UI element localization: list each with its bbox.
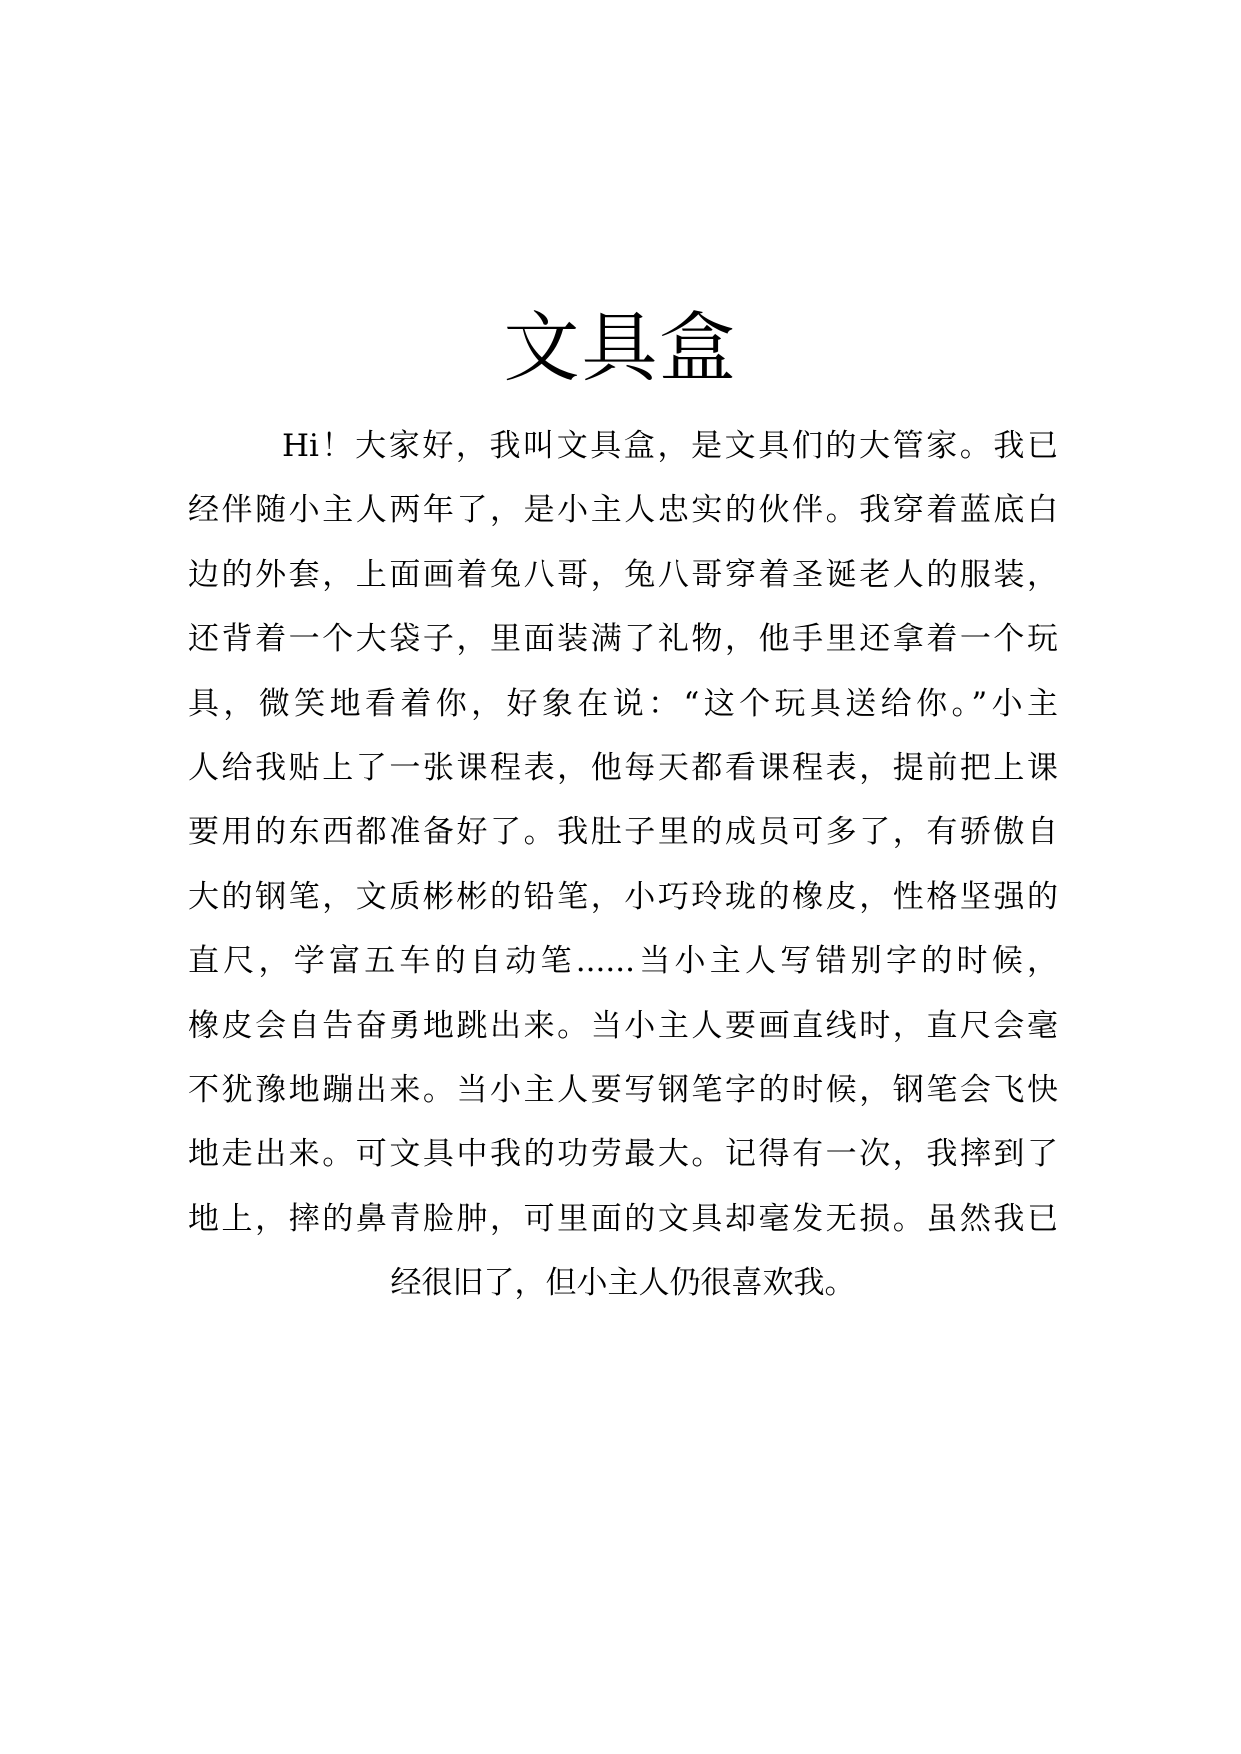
paragraph-line: 经很旧了，但小主人仍很喜欢我。 <box>390 1265 856 1302</box>
paragraph-line: 直尺，学富五车的自动笔......当小主人写错别字的时候， <box>188 943 1058 980</box>
paragraph-line: 经伴随小主人两年了，是小主人忠实的伙伴。我穿着蓝底白 <box>188 492 1058 529</box>
paragraph-line: 具，微笑地看着你，好象在说：“这个玩具送给你。”小主 <box>188 685 1058 722</box>
paragraph-line: 地走出来。可文具中我的功劳最大。记得有一次，我摔到了 <box>188 1136 1058 1173</box>
document-body <box>188 414 1058 1315</box>
paragraph-line: 不犹豫地蹦出来。当小主人要写钢笔字的时候，钢笔会飞快 <box>188 1071 1058 1108</box>
paragraph-line: 地上，摔的鼻青脸肿，可里面的文具却毫发无损。虽然我已 <box>188 1200 1058 1237</box>
paragraph-line: Hi！大家好，我叫文具盒，是文具们的大管家。我已 <box>282 428 1058 464</box>
paragraph-line: 边的外套，上面画着兔八哥，兔八哥穿着圣诞老人的服装， <box>188 556 1058 593</box>
paragraph-line: 橡皮会自告奋勇地跳出来。当小主人要画直线时，直尺会毫 <box>188 1007 1058 1044</box>
document-title: 文具盒 <box>503 303 738 392</box>
paragraph-line: 大的钢笔，文质彬彬的铅笔，小巧玲珑的橡皮，性格坚强的 <box>188 878 1058 915</box>
paragraph-line: 人给我贴上了一张课程表，他每天都看课程表，提前把上课 <box>188 749 1058 786</box>
paragraph-line: 要用的东西都准备好了。我肚子里的成员可多了，有骄傲自 <box>188 814 1058 851</box>
paragraph-line: 还背着一个大袋子，里面装满了礼物，他手里还拿着一个玩 <box>188 621 1058 658</box>
